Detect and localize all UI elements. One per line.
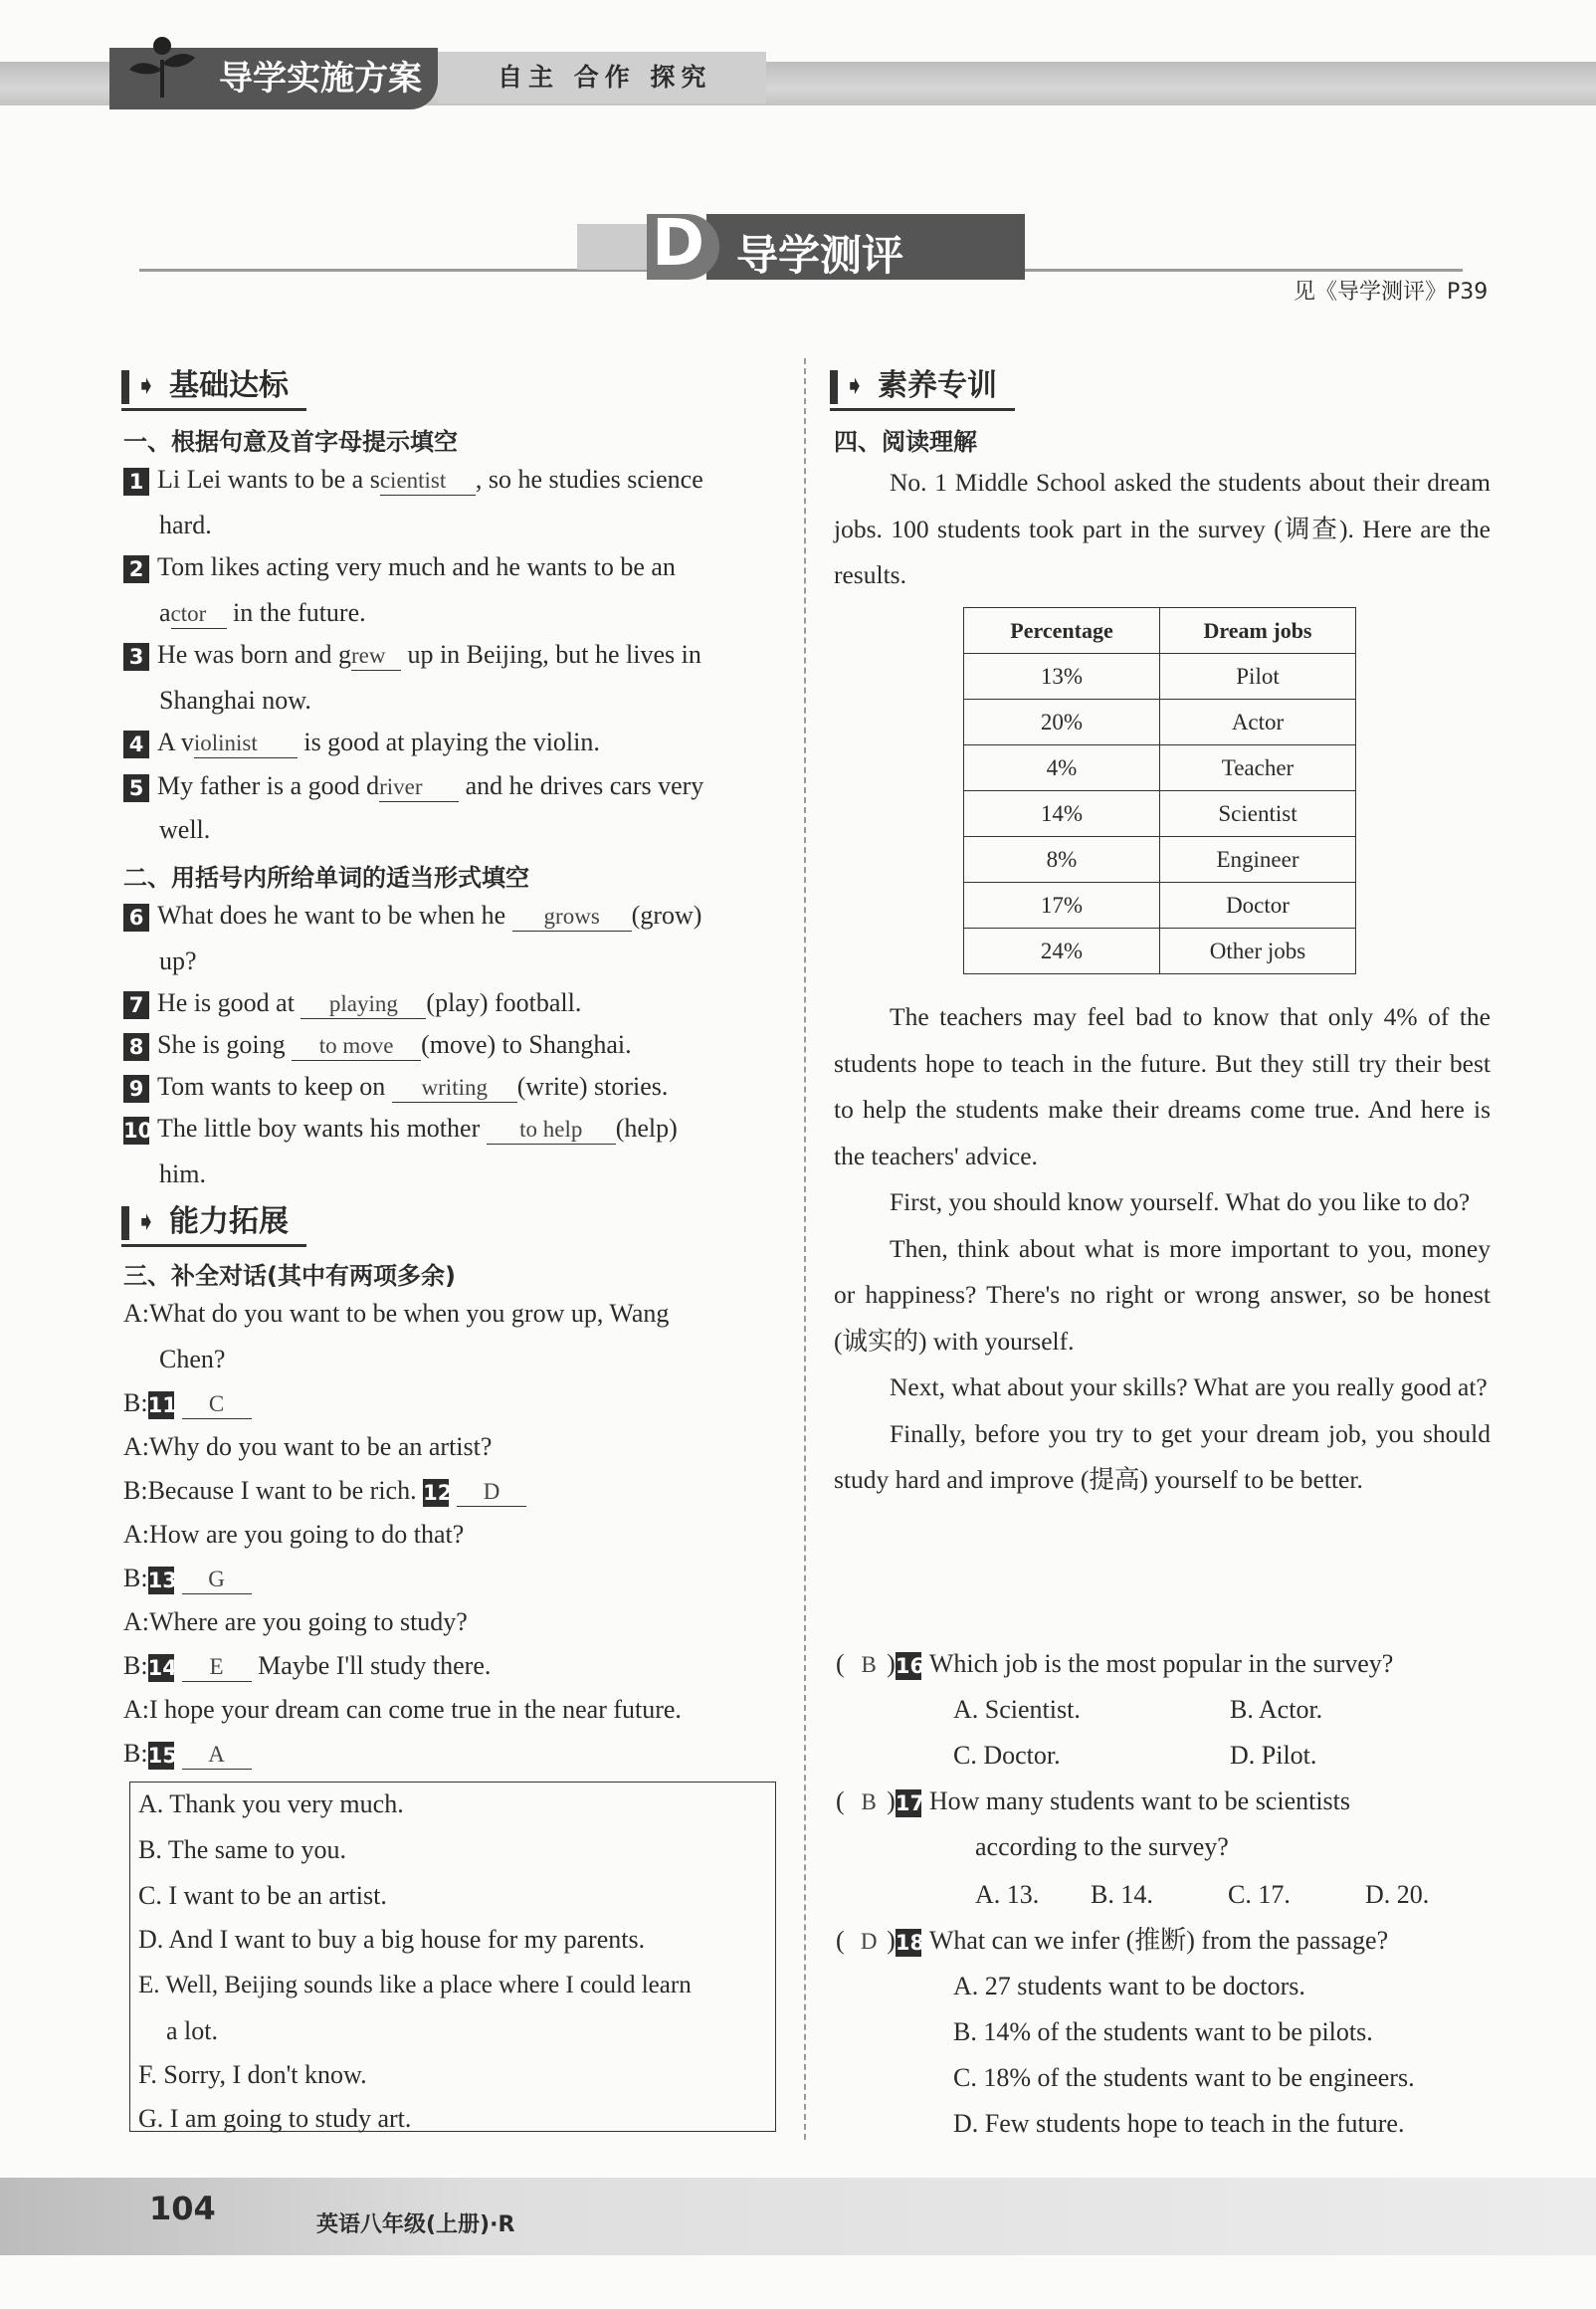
option-item: D. And I want to buy a big house for my parents. bbox=[138, 1925, 646, 1954]
section-reference: 见《导学测评》P39 bbox=[1294, 280, 1489, 305]
answer-blank[interactable]: river bbox=[379, 773, 459, 802]
book-title: 英语八年级(上册)·R bbox=[316, 2212, 515, 2237]
dialog-line: A:I hope your dream can come true in the near future. bbox=[123, 1695, 682, 1724]
option-item: C. I want to be an artist. bbox=[138, 1881, 387, 1910]
answer-blank[interactable]: to help bbox=[487, 1116, 616, 1145]
column-divider bbox=[804, 358, 806, 2140]
page-number: 104 bbox=[149, 2190, 216, 2227]
options-box bbox=[129, 1782, 776, 2132]
paragraph: Next, what about your skills? What are you really good at? bbox=[890, 1372, 1488, 1401]
arrow-icon: ➧ bbox=[135, 1207, 157, 1237]
choice: A. 27 students want to be doctors. bbox=[953, 1972, 1305, 2000]
paragraph: First, you should know yourself. What do you like to do? bbox=[890, 1187, 1471, 1216]
plant-logo-icon bbox=[127, 30, 197, 100]
table-row: 8% Engineer bbox=[964, 837, 1356, 883]
answer-blank[interactable]: A bbox=[182, 1741, 252, 1770]
answer-blank[interactable]: playing bbox=[300, 990, 426, 1019]
dialog-line: A:What do you want to be when you grow up, Wang bbox=[123, 1299, 670, 1328]
answer-blank[interactable]: E bbox=[182, 1653, 252, 1682]
table-row: 13% Pilot bbox=[964, 654, 1356, 700]
part3-heading: 三、补全对话(其中有两项多余) bbox=[123, 1262, 456, 1290]
paragraph: The teachers may feel bad to know that only 4% of the students hope to teach in the future. But they still try their best to help the students make their dreams come true. And here is the teachers' advice. bbox=[834, 1002, 1491, 1170]
table-row: 4% Teacher bbox=[964, 745, 1356, 791]
choice: D. Few students hope to teach in the future. bbox=[953, 2109, 1405, 2138]
answer-blank[interactable]: D bbox=[457, 1478, 526, 1507]
part1-heading: 一、根据句意及首字母提示填空 bbox=[123, 428, 458, 456]
section-letter: D bbox=[652, 207, 705, 281]
choice: C. 17. bbox=[1228, 1880, 1291, 1909]
question-1-cont: hard. bbox=[159, 511, 212, 539]
part4-heading: 四、阅读理解 bbox=[834, 428, 977, 456]
answer-blank[interactable]: writing bbox=[392, 1074, 517, 1103]
arrow-icon: ➧ bbox=[135, 371, 157, 401]
answer-blank[interactable]: G bbox=[182, 1566, 252, 1594]
option-item: F. Sorry, I don't know. bbox=[138, 2060, 367, 2089]
part2-heading: 二、用括号内所给单词的适当形式填空 bbox=[123, 864, 529, 892]
option-item: A. Thank you very much. bbox=[138, 1789, 404, 1818]
choice: D. Pilot. bbox=[1230, 1741, 1317, 1770]
ext-tag: ➧ 能力拓展 bbox=[121, 1200, 306, 1247]
dialog-line-cont: Chen? bbox=[159, 1345, 226, 1373]
question-6: 6 What does he want to be when he grows (grow) bbox=[123, 900, 701, 932]
answer-blank[interactable]: to move bbox=[292, 1032, 421, 1061]
reading-intro: No. 1 Middle School asked the students about their dream jobs. 100 students took part in the survey (调查). Here are the results. bbox=[834, 468, 1491, 589]
dialog-line: A:Where are you going to study? bbox=[123, 1607, 468, 1636]
question-1: 1 Li Lei wants to be a scientist , so he studies science bbox=[123, 464, 703, 496]
question-17-cont: according to the survey? bbox=[975, 1832, 1229, 1861]
question-2-cont: actor in the future. bbox=[159, 598, 366, 627]
answer-blank[interactable]: rew bbox=[351, 642, 401, 671]
question-5: 5 My father is a good driver and he drives cars very bbox=[123, 770, 703, 802]
question-3: 3 He was born and grew up in Beijing, but he lives in bbox=[123, 639, 701, 671]
question-6-cont: up? bbox=[159, 946, 197, 975]
dialog-line: B:13 G bbox=[123, 1563, 252, 1594]
paragraph: Then, think about what is more important to you, money or happiness? There's no right or wrong answer, so be honest (诚实的) with yourself. bbox=[834, 1233, 1491, 1356]
dialog-line: B:11 C bbox=[123, 1387, 252, 1419]
answer-choice[interactable]: D bbox=[860, 1929, 878, 1954]
table-row: 20% Actor bbox=[964, 700, 1356, 745]
choice: A. 13. bbox=[975, 1880, 1040, 1909]
question-10-cont: him. bbox=[159, 1159, 206, 1188]
answer-blank[interactable]: iolinist bbox=[194, 730, 298, 758]
answer-blank[interactable]: grows bbox=[512, 903, 632, 932]
choice: B. 14% of the students want to be pilots. bbox=[953, 2017, 1373, 2046]
question-5-cont: well. bbox=[159, 815, 211, 844]
table-row: 14% Scientist bbox=[964, 791, 1356, 837]
answer-blank[interactable]: cientist bbox=[380, 467, 476, 496]
question-4: 4 A violinist is good at playing the violin. bbox=[123, 727, 600, 758]
reading-passage bbox=[834, 994, 1491, 1504]
option-item: B. The same to you. bbox=[138, 1835, 346, 1864]
question-10: 10 The little boy wants his mother to help (help) bbox=[123, 1114, 678, 1144]
answer-blank[interactable]: C bbox=[182, 1390, 252, 1419]
table-header-row: Percentage Dream jobs bbox=[964, 608, 1356, 654]
dialog-line: A:Why do you want to be an artist? bbox=[123, 1432, 493, 1461]
survey-table bbox=[963, 607, 1356, 974]
dialog-line: B:14 E Maybe I'll study there. bbox=[123, 1651, 492, 1681]
literacy-tag: ➧ 素养专训 bbox=[830, 364, 1015, 411]
choice: C. 18% of the students want to be engineers. bbox=[953, 2063, 1415, 2092]
answer-blank[interactable]: ctor bbox=[171, 600, 227, 629]
answer-choice[interactable]: B bbox=[861, 1652, 877, 1677]
choice: C. Doctor. bbox=[953, 1741, 1061, 1770]
paragraph: Finally, before you try to get your dream job, you should study hard and improve (提高) yourself to be better. bbox=[834, 1418, 1491, 1494]
choice: A. Scientist. bbox=[953, 1695, 1081, 1724]
question-9: 9 Tom wants to keep on writing (write) stories. bbox=[123, 1071, 668, 1103]
dialog-line: B:15 A bbox=[123, 1738, 252, 1770]
option-item: G. I am going to study art. bbox=[138, 2104, 412, 2133]
section-title: 导学测评 bbox=[736, 231, 904, 280]
choice: B. 14. bbox=[1091, 1880, 1153, 1909]
answer-choice[interactable]: B bbox=[861, 1789, 877, 1814]
question-7: 7 He is good at playing (play) football. bbox=[123, 987, 581, 1019]
choice: D. 20. bbox=[1365, 1880, 1430, 1909]
arrow-icon: ➧ bbox=[844, 371, 866, 401]
table-row: 24% Other jobs bbox=[964, 929, 1356, 974]
header-title: 导学实施方案 bbox=[109, 48, 438, 109]
footer-bar bbox=[0, 2178, 1596, 2255]
question-3-cont: Shanghai now. bbox=[159, 686, 311, 715]
question-16: ( B )16 Which job is the most popular in the survey? bbox=[836, 1649, 1394, 1679]
question-17: ( B )17 How many students want to be scientists bbox=[836, 1786, 1351, 1816]
choice: B. Actor. bbox=[1230, 1695, 1323, 1724]
dialog-line: A:How are you going to do that? bbox=[123, 1520, 465, 1549]
option-item-cont: a lot. bbox=[166, 2016, 218, 2045]
question-2: 2 Tom likes acting very much and he wants to be an bbox=[123, 551, 676, 583]
question-8: 8 She is going to move (move) to Shanghai. bbox=[123, 1029, 632, 1061]
question-18: ( D )18 What can we infer (推断) from the passage? bbox=[836, 1926, 1389, 1956]
basic-tag: ➧ 基础达标 bbox=[121, 364, 306, 411]
table-row: 17% Doctor bbox=[964, 883, 1356, 929]
dialog-line: B:Because I want to be rich. 12 D bbox=[123, 1475, 526, 1507]
header-modes: 自主 合作 探究 bbox=[438, 52, 766, 104]
option-item: E. Well, Beijing sounds like a place where I could learn bbox=[138, 1972, 692, 1998]
